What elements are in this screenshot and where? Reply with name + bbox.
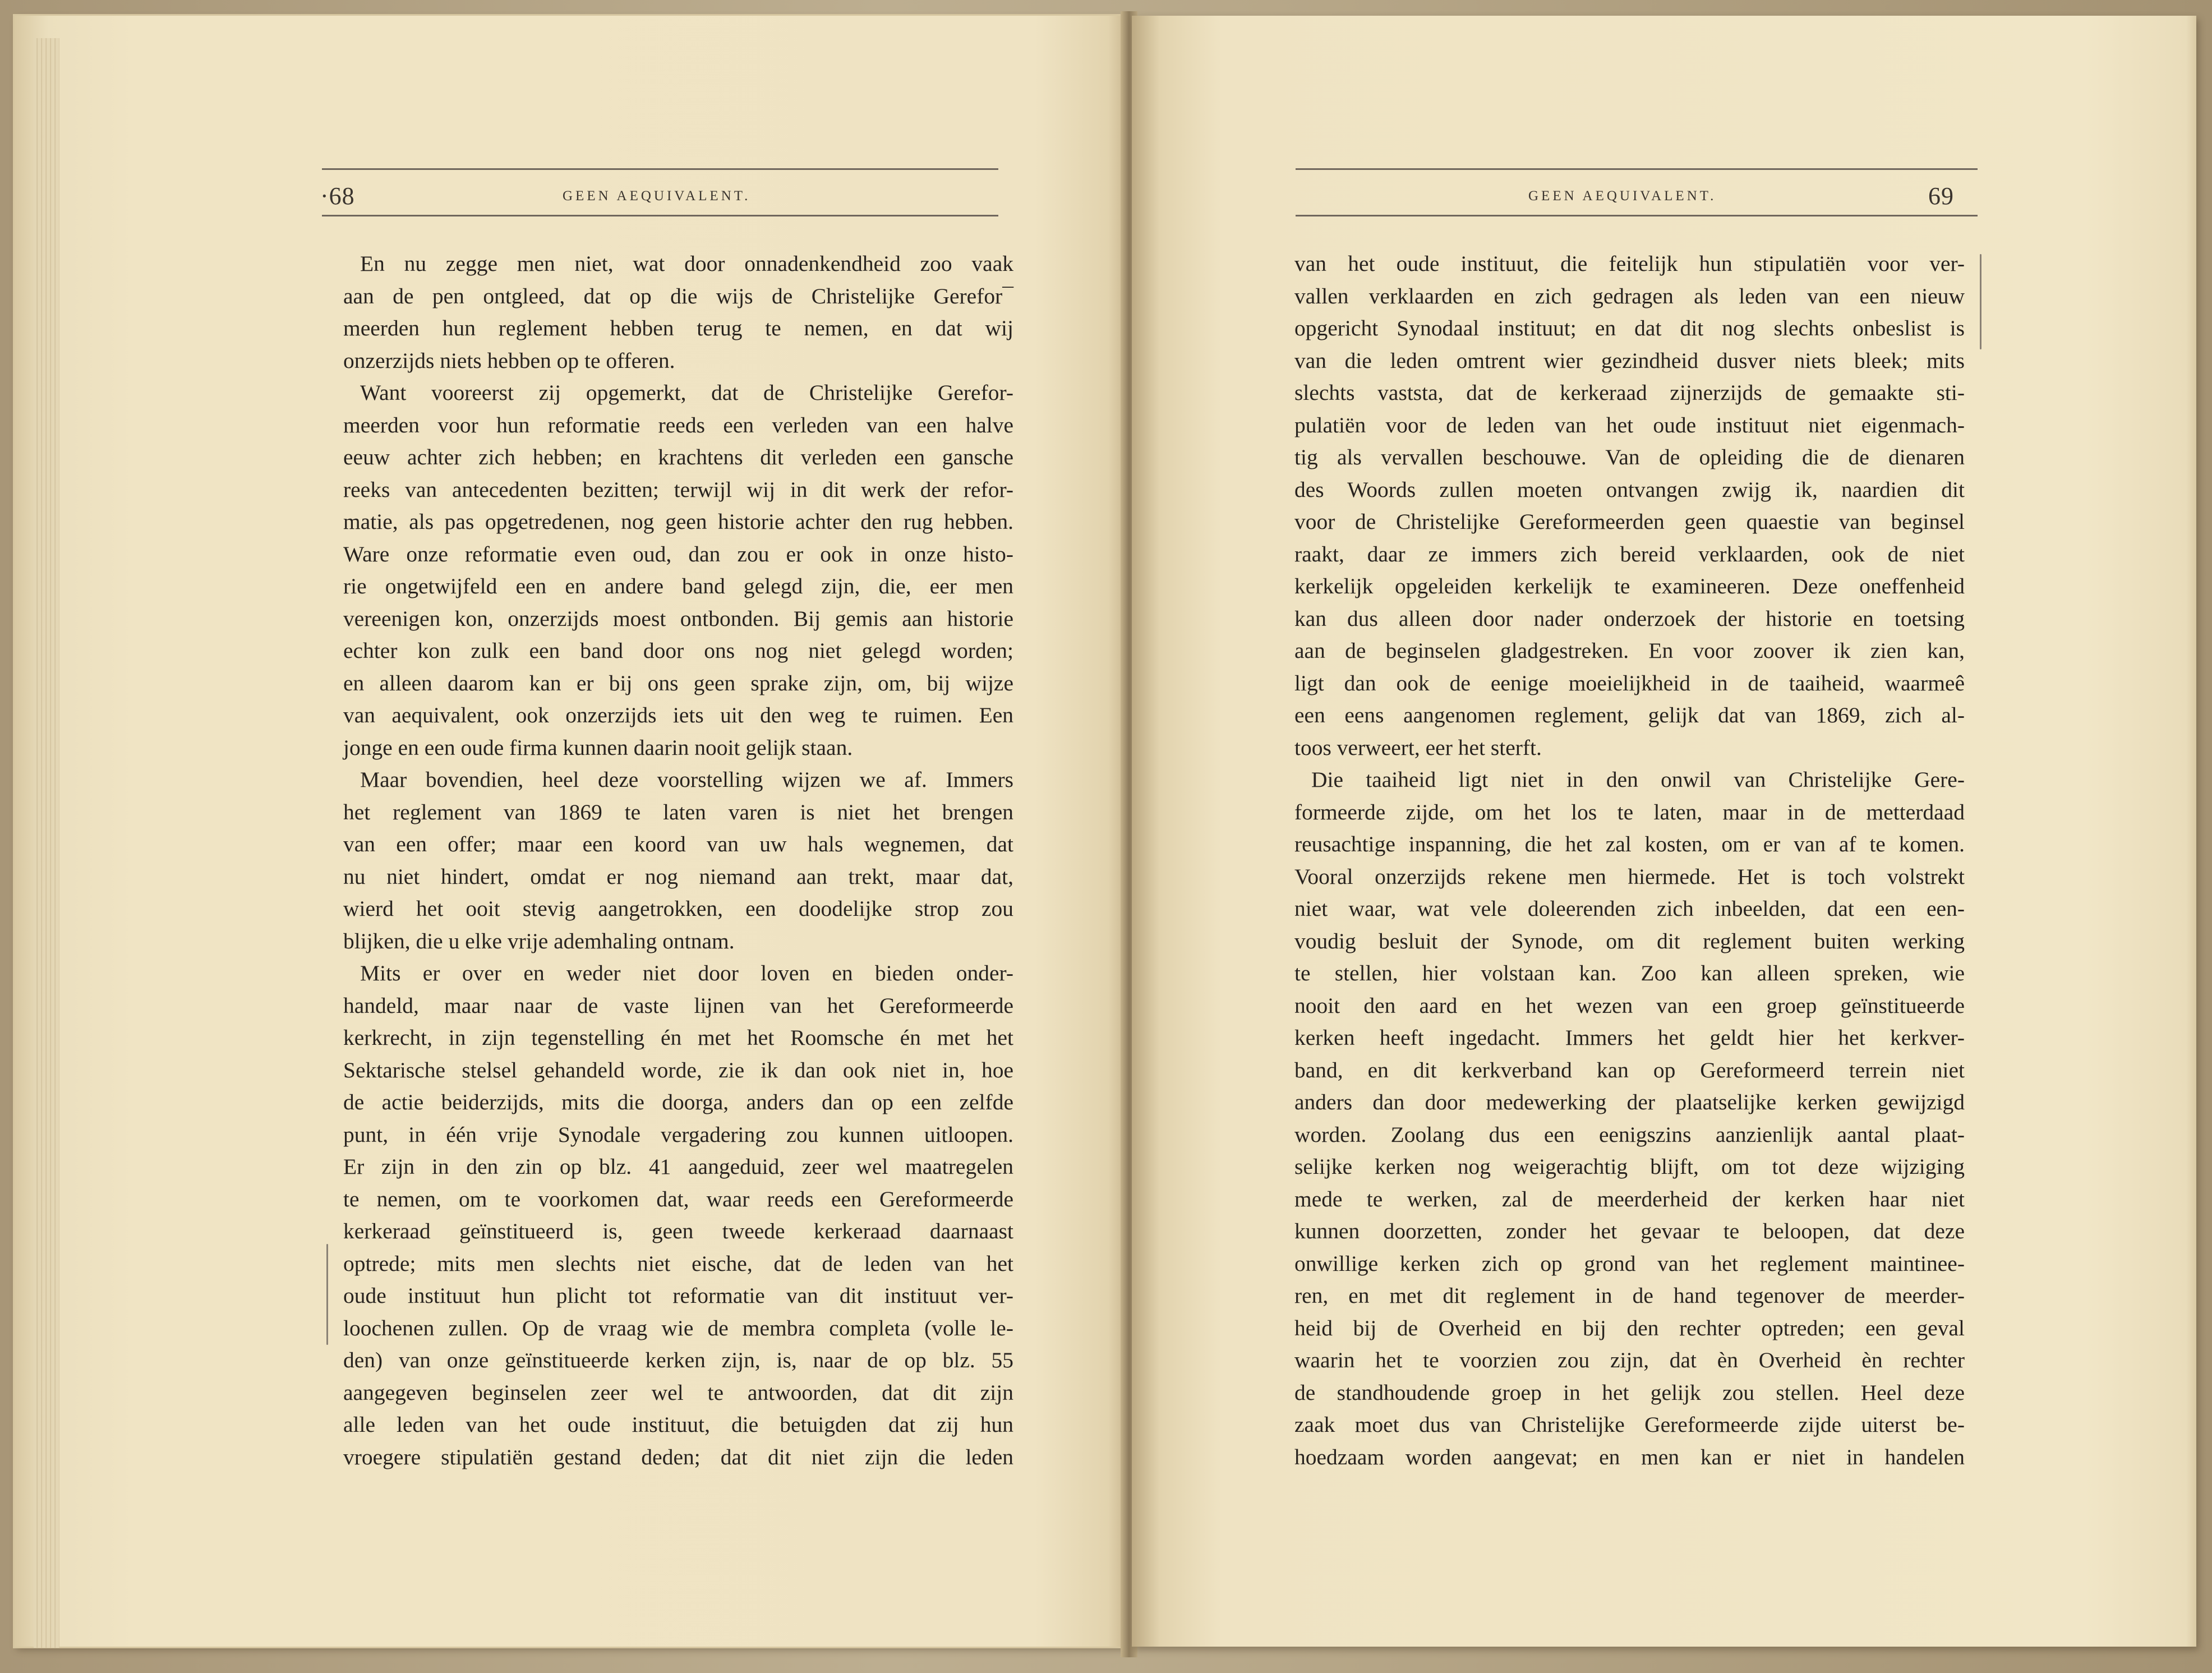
text-line: tig als vervallen beschouwe. Van de opleiding die de dienaren xyxy=(1294,445,1965,469)
text-line: wierd het ooit stevig aangetrokken, een doodelijke strop zou xyxy=(343,896,1013,921)
text-line: Ware onze reformatie even oud, dan zou er ook in onze histo- xyxy=(343,541,1013,566)
text-line: alle leden van het oude instituut, die betuigden dat zij hun xyxy=(343,1412,1013,1437)
margin-pencil-mark xyxy=(1980,254,1981,349)
body-text xyxy=(343,248,1013,1473)
text-line: van het oude instituut, die feitelijk hun stipulatiën voor ver- xyxy=(1294,251,1965,276)
text-line: de standhoudende groep in het gelijk zou stellen. Heel deze xyxy=(1294,1380,1965,1405)
running-head: GEEN AEQUIVALENT. xyxy=(563,188,751,204)
text-line: kan dus alleen door nader onderzoek der historie en toetsing xyxy=(1294,606,1965,631)
text-line: niet waar, wat vele doleerenden zich inbeelden, dat een een- xyxy=(1294,896,1965,921)
text-line: van die leden omtrent wier gezindheid dusver niets bleek; mits xyxy=(1294,348,1965,373)
text-line: meerden hun reglement hebben terug te nemen, en dat wij xyxy=(343,316,1013,340)
text-line: kerkeraad geïnstitueerd is, geen tweede kerkeraad daarnaast xyxy=(343,1219,1013,1243)
text-line: reeks van antecedenten bezitten; terwijl wij in dit werk der refor- xyxy=(343,477,1013,502)
margin-pencil-mark xyxy=(326,1244,328,1345)
text-line: te stellen, hier volstaan kan. Zoo kan alleen spreken, wie xyxy=(1294,961,1965,985)
left-page xyxy=(15,16,1128,1647)
text-line: jonge en een oude firma kunnen daarin nooit gelijk staan. xyxy=(343,735,853,760)
text-line: slechts vaststa, dat de kerkeraad zijnerzijds de gemaakte sti- xyxy=(1294,380,1965,405)
text-line: van een offer; maar een koord van uw hals wegnemen, dat xyxy=(343,832,1013,856)
text-line: zaak moet dus van Christelijke Gereformeerde zijde uiterst be- xyxy=(1294,1412,1965,1437)
text-line: een eens aangenomen reglement, gelijk dat van 1869, zich al- xyxy=(1294,703,1965,727)
text-line: des Woords zullen moeten ontvangen zwijg ik, naardien dit xyxy=(1294,477,1965,502)
text-line: ligt dan ook de eenige moeielijkheid in de taaiheid, waarmeê xyxy=(1294,670,1965,695)
text-line: handeld, maar naar de vaste lijnen van het Gereformeerde xyxy=(343,993,1013,1018)
text-line: kerken heeft ingedacht. Immers het geldt hier het kerkver- xyxy=(1294,1025,1965,1050)
text-line: vereenigen kon, onzerzijds moest ontbonden. Bij gemis aan historie xyxy=(343,606,1013,631)
text-line: onwillige kerken zich op grond van het reglement maintinee- xyxy=(1294,1251,1965,1276)
text-line: matie, als pas opgetredenen, nog geen historie achter den rug hebben. xyxy=(343,509,1013,534)
body-text xyxy=(1294,248,1965,1473)
text-line: kerkelijk opgeleiden kerkelijk te examineeren. Deze oneffenheid xyxy=(1294,574,1965,598)
text-line: aan de beginselen gladgestreken. En voor zoover ik zien kan, xyxy=(1294,638,1965,663)
text-line: ren, en met dit reglement in de hand tegenover de meerder- xyxy=(1294,1283,1965,1308)
page-number: ·68 xyxy=(320,182,355,210)
text-line: Vooral onzerzijds rekene men hiermede. Het is toch volstrekt xyxy=(1294,864,1965,889)
text-line: mede te werken, zal de meerderheid der kerken haar niet xyxy=(1294,1186,1965,1211)
text-line: aan de pen ontgleed, dat op die wijs de Christelijke Gerefor¯ xyxy=(343,283,1013,308)
text-line: Mits er over en weder niet door loven en bieden onder- xyxy=(360,961,1013,985)
text-line: En nu zegge men niet, wat door onnadenkendheid zoo vaak xyxy=(360,251,1013,276)
text-line: nu niet hindert, omdat er nog niemand aan trekt, maar dat, xyxy=(343,864,1013,889)
header-bottom-rule xyxy=(1296,215,1978,216)
text-line: reusachtige inspanning, die het zal kosten, om er van af te komen. xyxy=(1294,832,1965,856)
text-line: voudig besluit der Synode, om dit reglement buiten werking xyxy=(1294,928,1965,953)
text-line: kerkrecht, in zijn tegenstelling én met het Roomsche én met het xyxy=(343,1025,1013,1050)
text-line: optrede; mits men slechts niet eische, dat de leden van het xyxy=(343,1251,1013,1276)
text-line: pulatiën voor de leden van het oude instituut niet eigenmach- xyxy=(1294,412,1965,437)
page-edge-stack xyxy=(34,38,59,1648)
text-line: de actie beiderzijds, mits die doorga, anders dan op een zelfde xyxy=(343,1090,1013,1114)
text-line: worden. Zoolang dus een eenigszins aanzienlijk aantal plaat- xyxy=(1294,1122,1965,1147)
text-line: aangegeven beginselen zeer wel te antwoorden, dat dit zijn xyxy=(343,1380,1013,1405)
text-line: eeuw achter zich hebben; en krachtens dit verleden een gansche xyxy=(343,445,1013,469)
text-line: hoedzaam worden aangevat; en men kan er niet in handelen xyxy=(1294,1444,1965,1469)
text-line: vroegere stipulatiën gestand deden; dat dit niet zijn die leden xyxy=(343,1444,1013,1469)
text-line: heid bij de Overheid en bij den rechter optreden; een geval xyxy=(1294,1315,1965,1340)
header-bottom-rule xyxy=(322,215,998,216)
text-line: te nemen, om te voorkomen dat, waar reeds een Gereformeerde xyxy=(343,1186,1013,1211)
text-line: band, en dit kerkverband kan op Gereformeerd terrein niet xyxy=(1294,1057,1965,1082)
text-line: onzerzijds niets hebben op te offeren. xyxy=(343,348,675,373)
text-line: toos verweert, eer het sterft. xyxy=(1294,735,1542,760)
text-line: oude instituut hun plicht tot reformatie van dit instituut ver- xyxy=(343,1283,1013,1308)
text-line: raakt, daar ze immers zich bereid verklaarden, ook de niet xyxy=(1294,541,1965,566)
header-top-rule xyxy=(1296,168,1978,170)
text-line: formeerde zijde, om het los te laten, maar in de metterdaad xyxy=(1294,799,1965,824)
page-number: 69 xyxy=(1928,182,1954,210)
text-line: echter kon zulk een band door ons nog niet gelegd worden; xyxy=(343,638,1013,663)
header-top-rule xyxy=(322,168,998,170)
text-line: loochenen zullen. Op de vraag wie de membra completa (volle le- xyxy=(343,1315,1013,1340)
text-line: opgericht Synodaal instituut; en dat dit nog slechts onbeslist is xyxy=(1294,316,1965,340)
text-line: Want vooreerst zij opgemerkt, dat de Christelijke Gerefor- xyxy=(360,380,1013,405)
text-line: anders dan door medewerking der plaatselijke kerken gewijzigd xyxy=(1294,1090,1965,1114)
text-line: rie ongetwijfeld een en andere band gelegd zijn, die, eer men xyxy=(343,574,1013,598)
text-line: Die taaiheid ligt niet in den onwil van Christelijke Gere- xyxy=(1311,767,1965,792)
text-line: waarin het te voorzien zou zijn, dat èn Overheid èn rechter xyxy=(1294,1348,1965,1372)
text-line: en alleen daarom kan er bij ons geen sprake zijn, om, bij wijze xyxy=(343,670,1013,695)
text-line: van aequivalent, ook onzerzijds iets uit den weg te ruimen. Een xyxy=(343,703,1013,727)
text-line: kunnen doorzetten, zonder het gevaar te beloopen, dat deze xyxy=(1294,1219,1965,1243)
text-line: Er zijn in den zin op blz. 41 aangeduid, zeer wel maatregelen xyxy=(343,1154,1013,1179)
text-line: punt, in één vrije Synodale vergadering zou kunnen uitloopen. xyxy=(343,1122,1013,1147)
text-line: vallen verklaarden en zich gedragen als leden van een nieuw xyxy=(1294,283,1965,308)
text-line: meerden voor hun reformatie reeds een verleden van een halve xyxy=(343,412,1013,437)
right-page xyxy=(1132,16,2196,1647)
text-line: voor de Christelijke Gereformeerden geen quaestie van beginsel xyxy=(1294,509,1965,534)
text-line: selijke kerken nog weigerachtig blijft, om tot deze wijziging xyxy=(1294,1154,1965,1179)
running-head: GEEN AEQUIVALENT. xyxy=(1528,188,1717,204)
text-line: het reglement van 1869 te laten varen is niet het brengen xyxy=(343,799,1013,824)
text-line: Sektarische stelsel gehandeld worde, zie ik dan ook niet in, hoe xyxy=(343,1057,1013,1082)
text-line: nooit den aard en het wezen van een groep geïnstitueerde xyxy=(1294,993,1965,1018)
text-line: Maar bovendien, heel deze voorstelling wijzen we af. Immers xyxy=(360,767,1013,792)
text-line: blijken, die u elke vrije ademhaling ontnam. xyxy=(343,928,735,953)
text-line: den) van onze geïnstitueerde kerken zijn, is, naar de op blz. 55 xyxy=(343,1348,1013,1372)
